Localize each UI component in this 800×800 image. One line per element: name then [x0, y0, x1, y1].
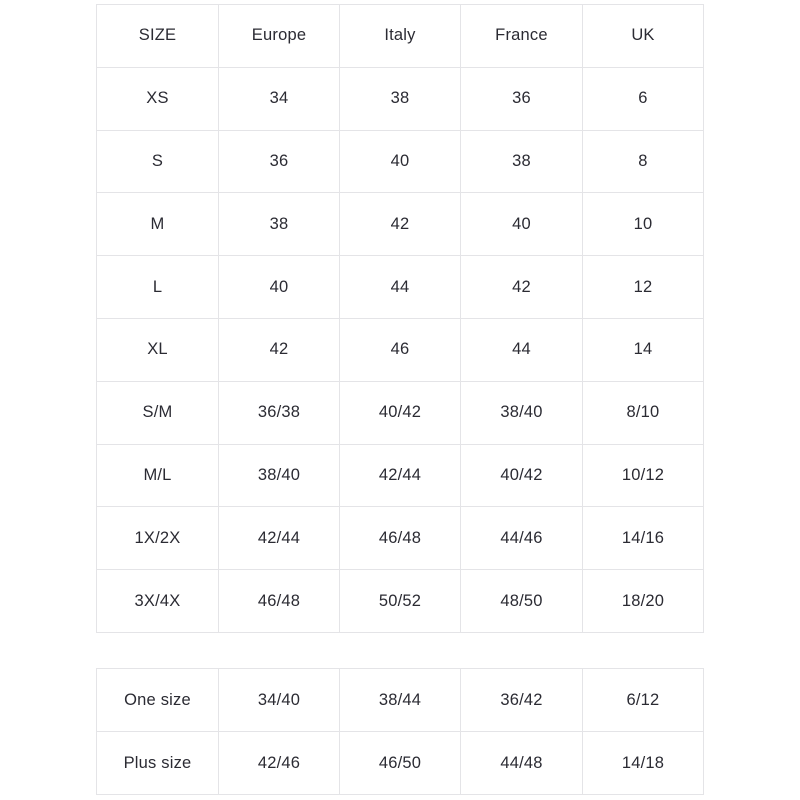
cell-europe: 34/40 — [219, 669, 340, 732]
cell-europe: 38 — [219, 193, 340, 256]
table-row — [97, 669, 704, 732]
row-label: L — [97, 256, 219, 319]
cell-italy: 46/50 — [339, 732, 460, 795]
row-label: M — [97, 193, 219, 256]
column-header-uk: UK — [582, 5, 703, 68]
table-row — [97, 256, 704, 319]
cell-italy: 42 — [339, 193, 460, 256]
cell-uk: 6/12 — [582, 669, 703, 732]
row-label: XL — [97, 318, 219, 381]
cell-italy: 44 — [339, 256, 460, 319]
cell-italy: 40/42 — [339, 381, 460, 444]
cell-france: 40 — [460, 193, 582, 256]
cell-europe: 38/40 — [219, 444, 340, 507]
cell-italy: 46 — [339, 318, 460, 381]
cell-france: 48/50 — [460, 570, 582, 633]
table-row — [97, 570, 704, 633]
column-header-europe: Europe — [219, 5, 340, 68]
cell-uk: 14 — [582, 318, 703, 381]
table-row — [97, 318, 704, 381]
cell-uk: 18/20 — [582, 570, 703, 633]
cell-uk: 10 — [582, 193, 703, 256]
size-chart-main-table — [96, 4, 704, 633]
cell-europe: 46/48 — [219, 570, 340, 633]
cell-europe: 36/38 — [219, 381, 340, 444]
row-label: S/M — [97, 381, 219, 444]
table-row — [97, 381, 704, 444]
cell-uk: 14/16 — [582, 507, 703, 570]
cell-france: 40/42 — [460, 444, 582, 507]
cell-france: 38 — [460, 130, 582, 193]
cell-italy: 40 — [339, 130, 460, 193]
cell-italy: 50/52 — [339, 570, 460, 633]
table-header-row — [97, 5, 704, 68]
table-body — [97, 669, 704, 795]
cell-italy: 38/44 — [339, 669, 460, 732]
cell-europe: 42/46 — [219, 732, 340, 795]
cell-europe: 36 — [219, 130, 340, 193]
cell-uk: 6 — [582, 67, 703, 130]
cell-italy: 46/48 — [339, 507, 460, 570]
row-label: M/L — [97, 444, 219, 507]
cell-france: 44 — [460, 318, 582, 381]
table-header — [97, 5, 704, 68]
table-row — [97, 130, 704, 193]
table-row — [97, 507, 704, 570]
cell-uk: 14/18 — [582, 732, 703, 795]
cell-europe: 42 — [219, 318, 340, 381]
table-row — [97, 444, 704, 507]
cell-france: 38/40 — [460, 381, 582, 444]
table-row — [97, 67, 704, 130]
cell-uk: 8 — [582, 130, 703, 193]
row-label: One size — [97, 669, 219, 732]
row-label: XS — [97, 67, 219, 130]
cell-europe: 42/44 — [219, 507, 340, 570]
table-row — [97, 732, 704, 795]
cell-uk: 8/10 — [582, 381, 703, 444]
cell-italy: 38 — [339, 67, 460, 130]
cell-france: 42 — [460, 256, 582, 319]
column-header-size: SIZE — [97, 5, 219, 68]
size-chart-main-table-wrapper — [96, 4, 704, 633]
column-header-italy: Italy — [339, 5, 460, 68]
cell-france: 44/46 — [460, 507, 582, 570]
row-label: S — [97, 130, 219, 193]
cell-europe: 34 — [219, 67, 340, 130]
cell-france: 36 — [460, 67, 582, 130]
cell-uk: 12 — [582, 256, 703, 319]
table-row — [97, 193, 704, 256]
row-label: 3X/4X — [97, 570, 219, 633]
row-label: Plus size — [97, 732, 219, 795]
size-chart-secondary-table-wrapper — [96, 668, 704, 795]
cell-france: 44/48 — [460, 732, 582, 795]
column-header-france: France — [460, 5, 582, 68]
cell-italy: 42/44 — [339, 444, 460, 507]
size-chart-secondary-table — [96, 668, 704, 795]
row-label: 1X/2X — [97, 507, 219, 570]
cell-europe: 40 — [219, 256, 340, 319]
cell-france: 36/42 — [460, 669, 582, 732]
cell-uk: 10/12 — [582, 444, 703, 507]
table-body — [97, 67, 704, 632]
